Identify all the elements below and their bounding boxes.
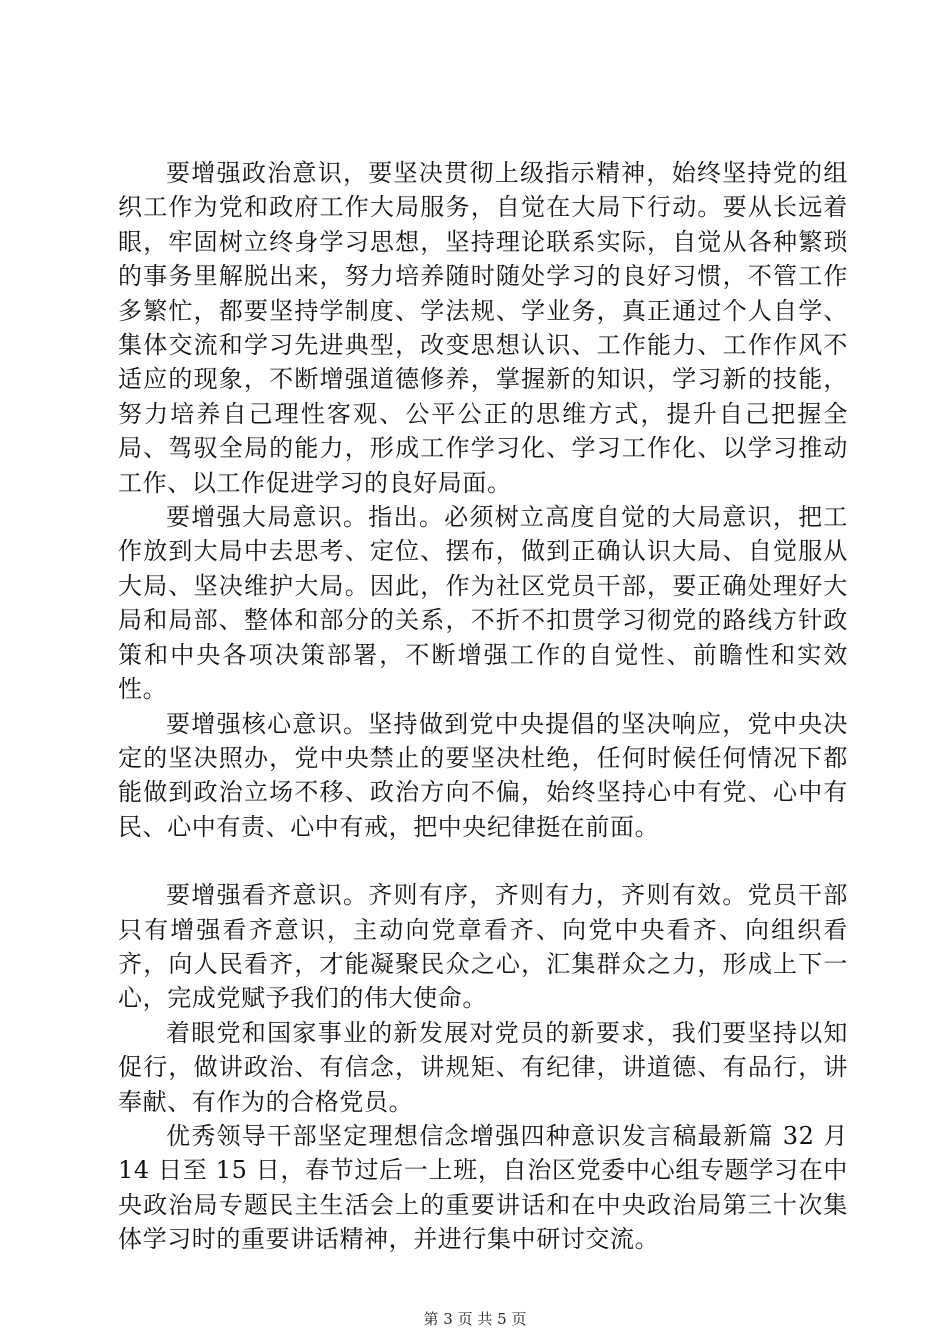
- paragraph-alignment-awareness: 要增强看齐意识。齐则有序，齐则有力，齐则有效。党员干部只有增强看齐意识，主动向党章看齐、向党中央看齐、向组织看齐，向人民看齐，才能凝聚民众之心，汇集群众之力，形成上下一心，完成党赋予我们的伟大使命。: [118, 881, 848, 1013]
- paragraph-speech-intro: 优秀领导干部坚定理想信念增强四种意识发言稿最新篇 32 月 14 日至 15 日，春节过后一上班，自治区党委中心组专题学习在中央政治局专题民主生活会上的重要讲话和在中央政治局第三十次集体学习时的重要讲话精神，并进行集中研讨交流。: [118, 1121, 848, 1254]
- paragraph-core-awareness: 要增强核心意识。坚持做到党中央提倡的坚决响应，党中央决定的坚决照办，党中央禁止的要坚决杜绝，任何时候任何情况下都能做到政治立场不移、政治方向不偏，始终坚持心中有党、心中有民、心中有责、心中有戒，把中央纪律挺在前面。: [118, 709, 848, 841]
- page-footer: 第 3 页 共 5 页: [423, 1310, 527, 1328]
- paragraph-political-awareness: 要增强政治意识，要坚决贯彻上级指示精神，始终坚持党的组织工作为党和政府工作大局服务，自觉在大局下行动。要从长远着眼，牢固树立终身学习思想，坚持理论联系实际，自觉从各种繁琐的事务里解脱出来，努力培养随时随处学习的良好习惯，不管工作多繁忙，都要坚持学制度、学法规、学业务，真正通过个人自学、集体交流和学习先进典型，改变思想认识、工作能力、工作作风不适应的现象，不断增强道德修养，掌握新的知识，学习新的技能，努力培养自己理性客观、公平公正的思维方式，提升自己把握全局、驾驭全局的能力，形成工作学习化、学习工作化、以学习推动工作、以工作促进学习的良好局面。: [118, 159, 848, 497]
- paragraph-overall-awareness: 要增强大局意识。指出。必须树立高度自觉的大局意识，把工作放到大局中去思考、定位、摆布，做到正确认识大局、自觉服从大局、坚决维护大局。因此，作为社区党员干部，要正确处理好大局和局部、整体和部分的关系，不折不扣贯学习彻党的路线方针政策和中央各项决策部署，不断增强工作的自觉性、前瞻性和实效性。: [118, 503, 848, 704]
- document-body: [118, 156, 848, 1257]
- paragraph-spacer: [118, 844, 848, 878]
- paragraph-new-requirements: 着眼党和国家事业的新发展对党员的新要求，我们要坚持以知促行，做讲政治、有信念，讲规矩、有纪律，讲道德、有品行，讲奉献、有作为的合格党员。: [118, 1018, 848, 1116]
